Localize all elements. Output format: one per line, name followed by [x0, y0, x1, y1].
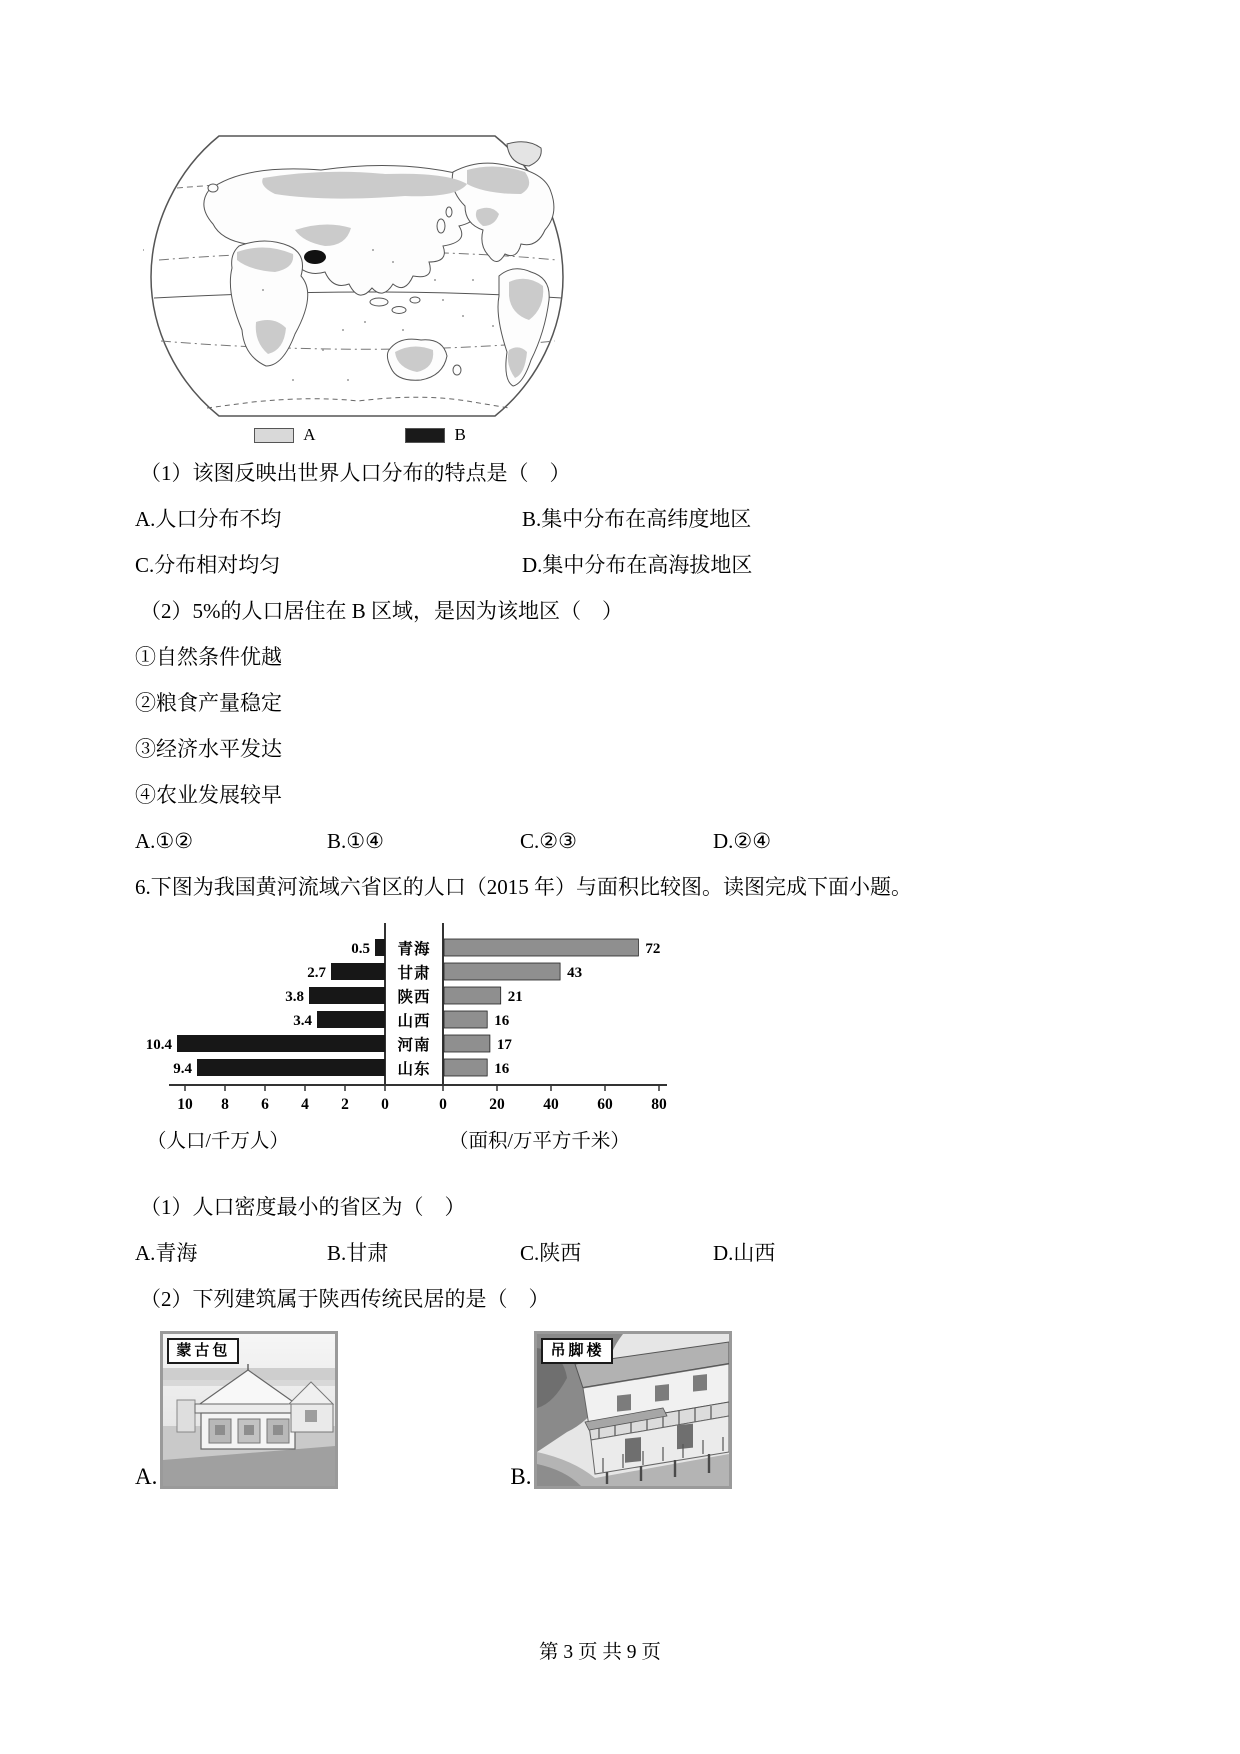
q6-sub2-photo-options	[135, 1331, 1140, 1489]
svg-text:10: 10	[177, 1096, 193, 1113]
option-c: C.②③	[520, 829, 577, 853]
svg-text:0.5: 0.5	[351, 941, 370, 957]
option-a: A.青海	[135, 1241, 198, 1265]
svg-text:山东: 山东	[397, 1061, 431, 1078]
photo-option-b	[510, 1331, 732, 1489]
q5-sub2-item-2: ②粮食产量稳定	[135, 691, 282, 715]
svg-text:80: 80	[651, 1096, 667, 1113]
population-area-comparison-chart	[145, 919, 690, 1157]
chart-axis-captions	[145, 1125, 690, 1157]
option-b: B.集中分布在高纬度地区	[522, 507, 752, 531]
svg-text:4: 4	[301, 1096, 309, 1113]
svg-text:21: 21	[507, 989, 523, 1005]
legend-label-a: A	[303, 425, 316, 444]
svg-text:8: 8	[221, 1096, 229, 1113]
svg-text:6: 6	[261, 1096, 269, 1113]
svg-text:青海: 青海	[397, 941, 431, 958]
legend-item-b	[405, 425, 465, 445]
svg-text:3.8: 3.8	[285, 989, 304, 1005]
svg-text:3.4: 3.4	[293, 1013, 312, 1029]
svg-text:陕西: 陕西	[397, 989, 431, 1006]
legend-swatch-a	[254, 428, 294, 443]
map-legend	[143, 425, 577, 445]
option-c: C.分布相对均匀	[135, 553, 281, 577]
option-a: A.人口分布不均	[135, 507, 282, 531]
svg-text:10.4: 10.4	[145, 1037, 172, 1053]
q6-sub2-stem: （2）下列建筑属于陕西传统民居的是（ ）	[140, 1287, 550, 1311]
q5-sub1-options-row2	[135, 551, 1140, 580]
option-b: B.①④	[327, 829, 384, 853]
photo-a-letter: A.	[135, 1464, 158, 1489]
legend-swatch-b	[405, 428, 445, 443]
svg-text:16: 16	[494, 1061, 510, 1077]
q5-sub2-item-1: ①自然条件优越	[135, 645, 282, 669]
option-d: D.山西	[713, 1241, 776, 1265]
q6-stem: 6.下图为我国黄河流域六省区的人口（2015 年）与面积比较图。读图完成下面小题。	[135, 875, 912, 899]
q5-sub1-options	[135, 505, 1140, 534]
photo-stilted-building	[534, 1331, 732, 1489]
page-number-footer: 第 3 页 共 9 页	[539, 1642, 661, 1663]
svg-text:16: 16	[494, 1013, 510, 1029]
world-population-map-figure	[143, 130, 577, 445]
q5-sub1-stem: （1）该图反映出世界人口分布的特点是（ ）	[140, 461, 571, 485]
svg-text:17: 17	[496, 1037, 512, 1053]
q6-sub1-stem: （1）人口密度最小的省区为（ ）	[140, 1195, 466, 1219]
option-c: C.陕西	[520, 1241, 582, 1265]
svg-text:0: 0	[381, 1096, 389, 1113]
option-b: B.甘肃	[327, 1241, 389, 1265]
svg-text:60: 60	[597, 1096, 613, 1113]
option-a: A.①②	[135, 829, 194, 853]
svg-text:0: 0	[439, 1096, 447, 1113]
legend-item-a	[254, 425, 315, 445]
svg-text:20: 20	[489, 1096, 505, 1113]
svg-text:2: 2	[341, 1096, 349, 1113]
svg-text:43: 43	[567, 965, 583, 981]
option-d: D.集中分布在高海拔地区	[522, 553, 753, 577]
svg-text:河南: 河南	[397, 1037, 431, 1054]
q5-sub2-item-4: ④农业发展较早	[135, 783, 282, 807]
svg-text:40: 40	[543, 1096, 559, 1113]
world-map-image	[143, 130, 573, 422]
q5-sub2-item-3: ③经济水平发达	[135, 737, 282, 761]
svg-text:2.7: 2.7	[307, 965, 326, 981]
bar-chart-image	[145, 919, 669, 1119]
photo-b-letter: B.	[510, 1464, 532, 1489]
q5-sub2-options	[135, 827, 1140, 856]
svg-text:72: 72	[645, 941, 661, 957]
q5-sub2-stem: （2）5%的人口居住在 B 区域，是因为该地区（ ）	[140, 599, 623, 623]
photo-b-caption: 吊脚楼	[541, 1338, 613, 1364]
svg-text:9.4: 9.4	[173, 1061, 192, 1077]
option-d: D.②④	[713, 829, 772, 853]
svg-text:甘肃: 甘肃	[397, 965, 431, 982]
photo-option-a	[135, 1331, 338, 1489]
photo-a-caption: 蒙古包	[167, 1338, 239, 1364]
svg-text:山西: 山西	[397, 1013, 431, 1030]
legend-label-b: B	[454, 425, 466, 444]
photo-mongolian-yurt	[160, 1331, 338, 1489]
q6-sub1-options	[135, 1239, 1140, 1268]
left-axis-caption: （人口/千万人）	[147, 1131, 289, 1152]
right-axis-caption: （面积/万平方千米）	[449, 1131, 630, 1152]
